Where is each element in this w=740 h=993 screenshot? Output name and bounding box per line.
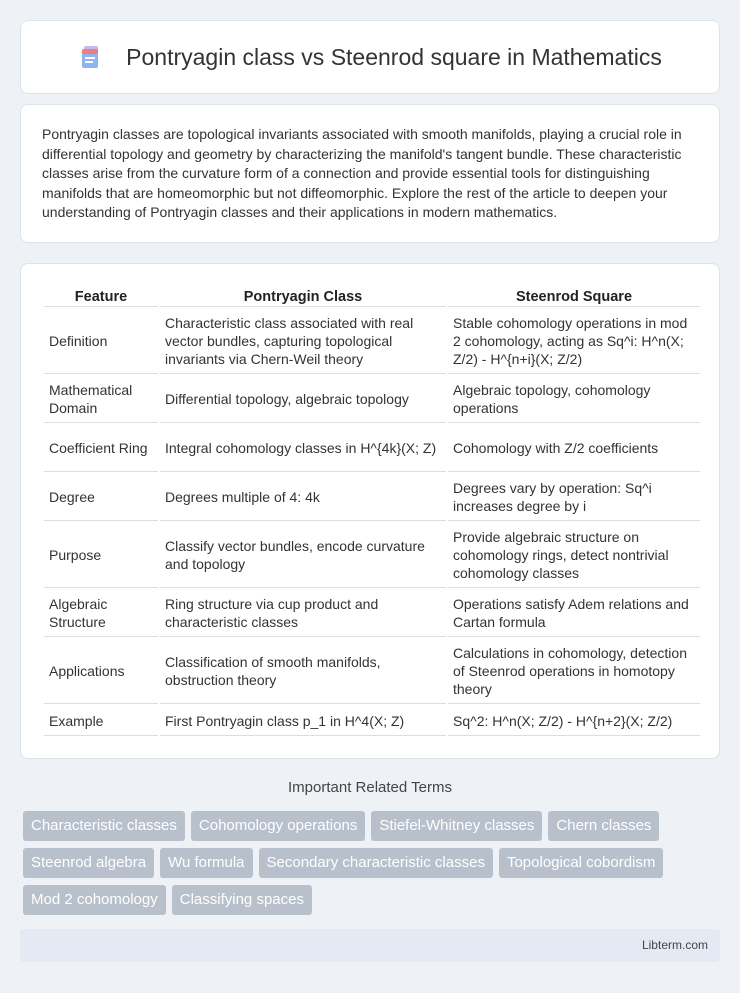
table-row (44, 425, 700, 472)
steenrod-cell: Calculations in cohomology, detection of Steenrod operations in homotopy theory (448, 639, 700, 704)
related-term-tag[interactable]: Secondary characteristic classes (259, 848, 493, 878)
related-term-tag[interactable]: Chern classes (548, 811, 659, 841)
related-term-tag[interactable]: Cohomology operations (191, 811, 365, 841)
pontryagin-cell: First Pontryagin class p_1 in H^4(X; Z) (160, 706, 446, 736)
pontryagin-cell: Classify vector bundles, encode curvature and topology (160, 523, 446, 588)
feature-cell: Example (44, 706, 158, 736)
table-row (44, 639, 700, 704)
steenrod-cell: Provide algebraic structure on cohomology rings, detect nontrivial cohomology classes (448, 523, 700, 588)
related-term-tag[interactable]: Characteristic classes (23, 811, 185, 841)
steenrod-cell: Algebraic topology, cohomology operations (448, 376, 700, 423)
header-card (20, 20, 720, 94)
related-term-tag[interactable]: Topological cobordism (499, 848, 663, 878)
feature-cell: Coefficient Ring (44, 425, 158, 472)
steenrod-cell: Operations satisfy Adem relations and Cartan formula (448, 590, 700, 637)
steenrod-cell: Stable cohomology operations in mod 2 cohomology, acting as Sq^i: H^n(X; Z/2) - H^{n+i}(X; Z/2) (448, 309, 700, 374)
steenrod-cell: Cohomology with Z/2 coefficients (448, 425, 700, 472)
related-term-tag[interactable]: Wu formula (160, 848, 252, 878)
related-term-tag[interactable]: Mod 2 cohomology (23, 885, 166, 915)
table-row (44, 474, 700, 521)
footer (20, 929, 720, 962)
related-terms-title: Important Related Terms (288, 779, 452, 796)
intro-paragraph: Pontryagin classes are topological invariants associated with smooth manifolds, playing a crucial role in differential topology and geometry by characterizing the manifold's tangent bundle. These characteristic classes arise from the curvature form of a connection and provide essential tools for distinguishing manifolds that are homeomorphic but not diffeomorphic. Explore the rest of the article to deepen your understanding of Pontryagin classes and their applications in modern mathematics. (42, 126, 682, 220)
related-term-tag[interactable]: Steenrod algebra (23, 848, 154, 878)
steenrod-cell: Degrees vary by operation: Sq^i increases degree by i (448, 474, 700, 521)
feature-cell: Applications (44, 639, 158, 704)
related-term-tag[interactable]: Classifying spaces (172, 885, 312, 915)
footer-brand-link[interactable]: Libterm.com (641, 938, 708, 952)
comparison-table-card (20, 263, 720, 759)
table-row (44, 309, 700, 374)
pontryagin-cell: Degrees multiple of 4: 4k (160, 474, 446, 521)
document-stack-icon (78, 44, 104, 70)
table-row (44, 590, 700, 637)
steenrod-cell: Sq^2: H^n(X; Z/2) - H^{n+2}(X; Z/2) (448, 706, 700, 736)
pontryagin-cell: Integral cohomology classes in H^{4k}(X; Z) (160, 425, 446, 472)
related-term-tag[interactable]: Stiefel-Whitney classes (371, 811, 542, 841)
pontryagin-cell: Characteristic class associated with real vector bundles, capturing topological invariants via Chern-Weil theory (160, 309, 446, 374)
table-header-row (44, 286, 700, 307)
feature-cell: Degree (44, 474, 158, 521)
table-row (44, 376, 700, 423)
feature-cell: Definition (44, 309, 158, 374)
pontryagin-cell: Ring structure via cup product and characteristic classes (160, 590, 446, 637)
comparison-table (42, 284, 702, 738)
header-steenrod: Steenrod Square (448, 286, 700, 307)
table-row (44, 706, 700, 736)
related-terms-list (23, 811, 723, 915)
header-pontryagin: Pontryagin Class (160, 286, 446, 307)
feature-cell: Purpose (44, 523, 158, 588)
header-feature: Feature (44, 286, 158, 307)
feature-cell: Algebraic Structure (44, 590, 158, 637)
pontryagin-cell: Differential topology, algebraic topology (160, 376, 446, 423)
pontryagin-cell: Classification of smooth manifolds, obstruction theory (160, 639, 446, 704)
intro-card (20, 104, 720, 243)
feature-cell: Mathematical Domain (44, 376, 158, 423)
page-title: Pontryagin class vs Steenrod square in Mathematics (126, 43, 662, 70)
table-row (44, 523, 700, 588)
